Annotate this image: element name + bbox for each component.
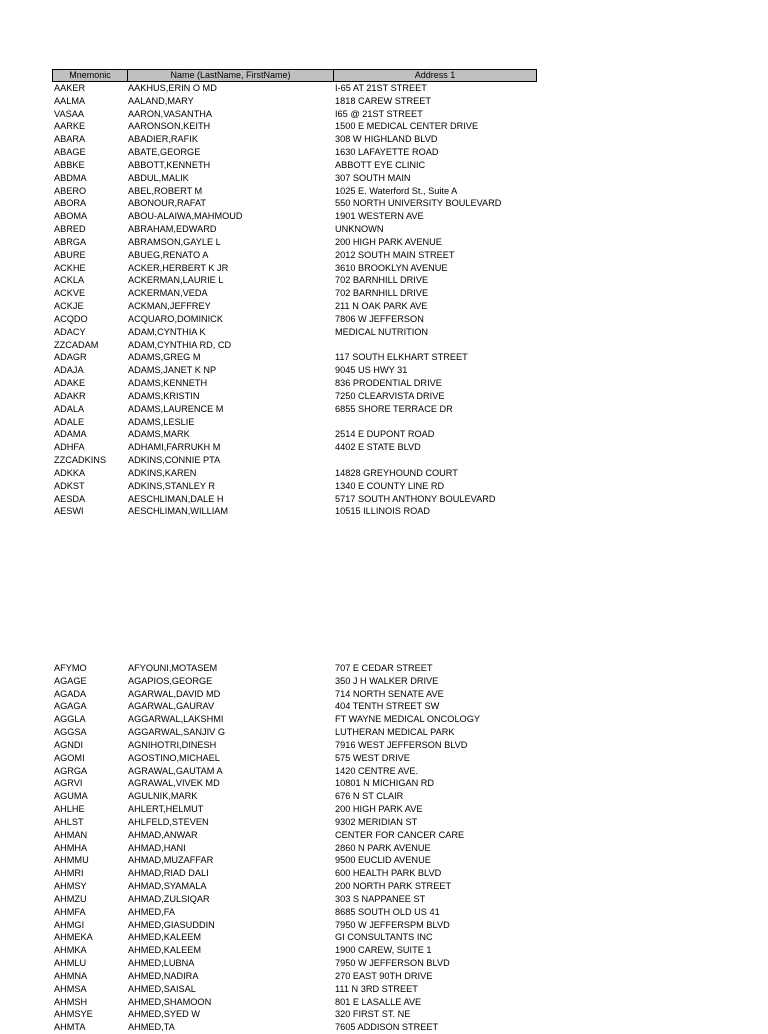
cell-name: ADKINS,STANLEY R	[128, 480, 215, 491]
cell-mnemonic: AHMRI	[54, 868, 84, 879]
cell-mnemonic: AHMMU	[54, 855, 89, 866]
table-row	[52, 454, 537, 467]
cell-name: ABRAHAM,EDWARD	[128, 224, 217, 235]
cell-mnemonic: AHLST	[54, 816, 84, 827]
cell-mnemonic: ACKLA	[54, 275, 85, 286]
cell-mnemonic: AHMLU	[54, 958, 87, 969]
cell-name: AGRAWAL,GAUTAM A	[128, 765, 223, 776]
cell-address: CENTER FOR CANCER CARE	[335, 829, 465, 840]
cell-mnemonic: AESWI	[54, 506, 84, 517]
cell-address: 575 WEST DRIVE	[335, 752, 410, 763]
cell-mnemonic: ABRED	[54, 224, 86, 235]
spreadsheet-block-1	[52, 69, 537, 518]
header-name: Name (LastName, FirstName)	[128, 70, 334, 81]
table-row	[52, 867, 537, 880]
table-row	[52, 752, 537, 765]
cell-mnemonic: ACKHE	[54, 262, 86, 273]
table-row	[52, 364, 537, 377]
cell-mnemonic: AGAGE	[54, 675, 87, 686]
cell-name: AHLFELD,STEVEN	[128, 816, 209, 827]
cell-address: 1900 CAREW, SUITE 1	[335, 945, 432, 956]
cell-address: 10801 N MICHIGAN RD	[335, 778, 435, 789]
cell-name: ABADIER,RAFIK	[128, 134, 198, 145]
cell-mnemonic: ADAKE	[54, 378, 86, 389]
cell-name: ADAM,CYNTHIA K	[128, 326, 206, 337]
cell-name: ABEL,ROBERT M	[128, 185, 203, 196]
cell-address: 550 NORTH UNIVERSITY BOULEVARD	[335, 198, 502, 209]
table-row	[52, 95, 537, 108]
cell-address: 600 HEALTH PARK BLVD	[335, 868, 442, 879]
cell-address: 8685 SOUTH OLD US 41	[335, 906, 440, 917]
cell-mnemonic: AHMTA	[54, 1022, 86, 1033]
cell-name: AHMED,GIASUDDIN	[128, 919, 215, 930]
cell-address: 702 BARNHILL DRIVE	[335, 275, 429, 286]
cell-mnemonic: AFYMO	[54, 663, 87, 673]
table-row	[52, 790, 537, 803]
cell-name: AGGARWAL,SANJIV G	[128, 727, 226, 738]
cell-mnemonic: AHMZU	[54, 893, 87, 904]
table-row	[52, 197, 537, 210]
cell-address: 9500 EUCLID AVENUE	[335, 855, 431, 866]
cell-mnemonic: ADAMA	[54, 429, 87, 440]
table-row	[52, 893, 537, 906]
cell-address: 2012 SOUTH MAIN STREET	[335, 249, 455, 260]
cell-address: 7250 CLEARVISTA DRIVE	[335, 390, 445, 401]
cell-address: 1630 LAFAYETTE ROAD	[335, 147, 439, 158]
cell-name: AHMED,NADIRA	[128, 970, 199, 981]
table-row	[52, 970, 537, 983]
table-row	[52, 906, 537, 919]
cell-mnemonic: AGADA	[54, 688, 87, 699]
header-address: Address 1	[414, 70, 456, 80]
cell-name: AHMAD,ZULSIQAR	[128, 893, 210, 904]
table-row	[52, 1008, 537, 1021]
cell-mnemonic: VASAA	[54, 108, 84, 119]
cell-mnemonic: ABRGA	[54, 236, 87, 247]
cell-mnemonic: ADAGR	[54, 352, 87, 363]
cell-mnemonic: ACKJE	[54, 301, 84, 312]
cell-mnemonic: ADKKA	[54, 467, 86, 478]
table-row	[52, 172, 537, 185]
cell-mnemonic: AHMSH	[54, 996, 88, 1007]
cell-address: 350 J H WALKER DRIVE	[335, 675, 439, 686]
table-row	[52, 210, 537, 223]
cell-name: AARON,VASANTHA	[128, 108, 213, 119]
table-row	[52, 739, 537, 752]
cell-mnemonic: ZZCADAM	[54, 339, 99, 350]
table-row	[52, 377, 537, 390]
cell-name: ADAMS,LAURENCE M	[128, 403, 224, 414]
cell-address: 836 PRODENTIAL DRIVE	[335, 378, 442, 389]
cell-address: 200 NORTH PARK STREET	[335, 881, 452, 892]
table-row	[52, 262, 537, 275]
table-row	[52, 944, 537, 957]
cell-name: AHMED,FA	[128, 906, 175, 917]
cell-mnemonic: ADALA	[54, 403, 85, 414]
cell-mnemonic: ABURE	[54, 249, 86, 260]
table-row	[52, 505, 537, 518]
cell-name: AFYOUNI,MOTASEM	[128, 663, 218, 673]
cell-address: 1500 E MEDICAL CENTER DRIVE	[335, 121, 479, 132]
cell-name: ABATE,GEORGE	[128, 147, 201, 158]
cell-mnemonic: AHMHA	[54, 842, 88, 853]
cell-mnemonic: AGOMI	[54, 752, 85, 763]
table-row	[52, 313, 537, 326]
cell-address: 7950 W JEFFERSPM BLVD	[335, 919, 450, 930]
cell-address: 270 EAST 90TH DRIVE	[335, 970, 433, 981]
table-row	[52, 326, 537, 339]
cell-mnemonic: ADALE	[54, 416, 85, 427]
cell-name: ACQUARO,DOMINICK	[128, 313, 223, 324]
cell-mnemonic: AGRGA	[54, 765, 88, 776]
cell-name: AGAPIOS,GEORGE	[128, 675, 213, 686]
cell-name: AHMED,KALEEM	[128, 945, 202, 956]
table-body	[52, 82, 537, 518]
cell-mnemonic: AHMNA	[54, 970, 88, 981]
cell-mnemonic: ADAKR	[54, 390, 86, 401]
cell-address: 7806 W JEFFERSON	[335, 313, 424, 324]
cell-mnemonic: ABDMA	[54, 172, 87, 183]
cell-name: AHMAD,RIAD DALI	[128, 868, 209, 879]
cell-mnemonic: ADAJA	[54, 365, 84, 376]
cell-mnemonic: ADACY	[54, 326, 86, 337]
cell-name: ACKMAN,JEFFREY	[128, 301, 211, 312]
cell-address: 307 SOUTH MAIN	[335, 172, 411, 183]
cell-address: 4402 E STATE BLVD	[335, 442, 421, 453]
cell-name: AHMAD,MUZAFFAR	[128, 855, 214, 866]
cell-name: AHMAD,HANI	[128, 842, 186, 853]
cell-name: ACKERMAN,LAURIE L	[128, 275, 224, 286]
cell-address: LUTHERAN MEDICAL PARK	[335, 727, 455, 738]
table-row	[52, 816, 537, 829]
column-header-row	[52, 69, 537, 82]
cell-mnemonic: AHMGI	[54, 919, 85, 930]
cell-address: I-65 AT 21ST STREET	[335, 83, 427, 93]
table-row	[52, 339, 537, 352]
cell-name: ADAM,CYNTHIA RD, CD	[128, 339, 232, 350]
cell-mnemonic: AGAGA	[54, 701, 87, 712]
cell-name: ADAMS,MARK	[128, 429, 190, 440]
cell-name: AHMED,KALEEM	[128, 932, 202, 943]
table-row	[52, 957, 537, 970]
cell-name: AARONSON,KEITH	[128, 121, 211, 132]
cell-address: 14828 GREYHOUND COURT	[335, 467, 458, 478]
table-row	[52, 880, 537, 893]
table-row	[52, 854, 537, 867]
table-row	[52, 662, 537, 675]
cell-address: 9045 US HWY 31	[335, 365, 408, 376]
cell-mnemonic: AHMFA	[54, 906, 86, 917]
cell-address: FT WAYNE MEDICAL ONCOLOGY	[335, 714, 480, 725]
cell-name: ABUEG,RENATO A	[128, 249, 209, 260]
table-row	[52, 700, 537, 713]
cell-mnemonic: ZZCADKINS	[54, 455, 107, 466]
cell-mnemonic: ADHFA	[54, 442, 85, 453]
cell-address: ABBOTT EYE CLINIC	[335, 159, 426, 170]
cell-name: AGNIHOTRI,DINESH	[128, 739, 217, 750]
cell-mnemonic: AGUMA	[54, 791, 88, 802]
cell-mnemonic: AARKE	[54, 121, 86, 132]
cell-address: 1818 CAREW STREET	[335, 95, 431, 106]
table-row	[52, 726, 537, 739]
cell-address: 7916 WEST JEFFERSON BLVD	[335, 739, 468, 750]
table-row	[52, 803, 537, 816]
cell-name: ACKER,HERBERT K JR	[128, 262, 229, 273]
table-row	[52, 287, 537, 300]
cell-mnemonic: AHMAN	[54, 829, 88, 840]
cell-address	[333, 339, 537, 352]
cell-address: 3610 BROOKLYN AVENUE	[335, 262, 448, 273]
cell-name: ABBOTT,KENNETH	[128, 159, 211, 170]
table-row	[52, 919, 537, 932]
cell-mnemonic: AHMKA	[54, 945, 87, 956]
cell-mnemonic: ADKST	[54, 480, 85, 491]
cell-mnemonic: AHMEKA	[54, 932, 93, 943]
cell-name: AGGARWAL,LAKSHMI	[128, 714, 224, 725]
cell-mnemonic: AGRVI	[54, 778, 83, 789]
cell-name: AGULNIK,MARK	[128, 791, 198, 802]
cell-mnemonic: AHMSY	[54, 881, 87, 892]
cell-address: 1025 E. Waterford St., Suite A	[335, 185, 458, 196]
table-row	[52, 713, 537, 726]
table-row	[52, 493, 537, 506]
cell-name: ABOU-ALAIWA,MAHMOUD	[128, 211, 243, 222]
table-row	[52, 829, 537, 842]
cell-name: ABRAMSON,GAYLE L	[128, 236, 221, 247]
cell-address: 320 FIRST ST. NE	[335, 1009, 411, 1020]
cell-mnemonic: ABARA	[54, 134, 86, 145]
table-row	[52, 983, 537, 996]
cell-mnemonic: AGNDI	[54, 739, 84, 750]
cell-address	[333, 454, 537, 467]
cell-mnemonic: ABOMA	[54, 211, 88, 222]
table-row	[52, 765, 537, 778]
cell-name: ADKINS,CONNIE PTA	[128, 455, 221, 466]
cell-address: 801 E LASALLE AVE	[335, 996, 422, 1007]
cell-address: UNKNOWN	[335, 224, 384, 235]
cell-address: 117 SOUTH ELKHART STREET	[335, 352, 468, 363]
cell-name: AGRAWAL,VIVEK MD	[128, 778, 220, 789]
cell-address: I65 @ 21ST STREET	[335, 108, 423, 119]
cell-address: 7950 W JEFFERSON BLVD	[335, 958, 450, 969]
cell-address: 1420 CENTRE AVE.	[335, 765, 419, 776]
cell-name: AALAND,MARY	[128, 95, 194, 106]
cell-address: 676 N ST CLAIR	[335, 791, 404, 802]
cell-name: AHMAD,ANWAR	[128, 829, 198, 840]
cell-name: ADAMS,GREG M	[128, 352, 201, 363]
table-row	[52, 300, 537, 313]
cell-name: ADAMS,JANET K NP	[128, 365, 217, 376]
table-row	[52, 441, 537, 454]
cell-name: AHMAD,SYAMALA	[128, 881, 207, 892]
cell-address: 7605 ADDISON STREET	[335, 1022, 439, 1033]
cell-name: ABONOUR,RAFAT	[128, 198, 206, 209]
table-row	[52, 351, 537, 364]
table-row	[52, 1021, 537, 1034]
cell-address: 404 TENTH STREET SW	[335, 701, 440, 712]
cell-name: AHMED,TA	[128, 1022, 175, 1033]
cell-name: AAKHUS,ERIN O MD	[128, 83, 217, 93]
cell-name: AESCHLIMAN,WILLIAM	[128, 506, 229, 517]
cell-name: AHMED,SYED W	[128, 1009, 200, 1020]
cell-name: AGOSTINO,MICHAEL	[128, 752, 220, 763]
cell-name: ADAMS,KENNETH	[128, 378, 208, 389]
cell-name: AGARWAL,GAURAV	[128, 701, 215, 712]
cell-address: 5717 SOUTH ANTHONY BOULEVARD	[335, 493, 496, 504]
cell-name: AHMED,LUBNA	[128, 958, 195, 969]
table-row	[52, 931, 537, 944]
cell-address: 1340 E COUNTY LINE RD	[335, 480, 445, 491]
cell-address: 702 BARNHILL DRIVE	[335, 288, 429, 299]
cell-address: 1901 WESTERN AVE	[335, 211, 424, 222]
table-row	[52, 390, 537, 403]
cell-address: 714 NORTH SENATE AVE	[335, 688, 444, 699]
cell-name: AHMED,SAISAL	[128, 983, 196, 994]
cell-mnemonic: ABAGE	[54, 147, 86, 158]
table-row	[52, 159, 537, 172]
cell-mnemonic: ACKVE	[54, 288, 86, 299]
cell-address	[333, 416, 537, 429]
cell-name: AHMED,SHAMOON	[128, 996, 212, 1007]
table-row	[52, 428, 537, 441]
cell-mnemonic: AHLHE	[54, 804, 85, 815]
table-row	[52, 236, 537, 249]
table-row	[52, 82, 537, 95]
header-mnemonic: Mnemonic	[53, 70, 128, 81]
cell-mnemonic: AHMSYE	[54, 1009, 93, 1020]
cell-name: ADAMS,LESLIE	[128, 416, 195, 427]
table-row	[52, 146, 537, 159]
cell-address: 303 S NAPPANEE ST	[335, 893, 426, 904]
cell-address: 2860 N PARK AVENUE	[335, 842, 431, 853]
cell-mnemonic: AAKER	[54, 83, 86, 93]
cell-address: 200 HIGH PARK AVE	[335, 804, 423, 815]
table-row	[52, 274, 537, 287]
table-body	[52, 662, 537, 1034]
cell-address: 707 E CEDAR STREET	[335, 663, 433, 673]
table-row	[52, 777, 537, 790]
cell-address: 111 N 3RD STREET	[335, 983, 418, 994]
cell-mnemonic: ABORA	[54, 198, 87, 209]
table-row	[52, 403, 537, 416]
table-row	[52, 675, 537, 688]
cell-address: 9302 MERIDIAN ST	[335, 816, 418, 827]
cell-mnemonic: AHMSA	[54, 983, 87, 994]
cell-mnemonic: ACQDO	[54, 313, 88, 324]
cell-name: ACKERMAN,VEDA	[128, 288, 208, 299]
cell-mnemonic: AGGLA	[54, 714, 86, 725]
cell-name: ADHAMI,FARRUKH M	[128, 442, 221, 453]
spreadsheet-block-2	[52, 662, 537, 1034]
cell-name: ADKINS,KAREN	[128, 467, 197, 478]
cell-mnemonic: AESDA	[54, 493, 86, 504]
cell-name: ADAMS,KRISTIN	[128, 390, 200, 401]
table-row	[52, 133, 537, 146]
cell-name: ABDUL,MALIK	[128, 172, 189, 183]
table-row	[52, 108, 537, 121]
cell-address: 200 HIGH PARK AVENUE	[335, 236, 442, 247]
cell-address: MEDICAL NUTRITION	[335, 326, 429, 337]
cell-mnemonic: ABERO	[54, 185, 87, 196]
cell-mnemonic: AALMA	[54, 95, 86, 106]
table-row	[52, 223, 537, 236]
cell-address: GI CONSULTANTS INC	[335, 932, 433, 943]
cell-name: AGARWAL,DAVID MD	[128, 688, 221, 699]
table-row	[52, 185, 537, 198]
table-row	[52, 416, 537, 429]
cell-address: 308 W HIGHLAND BLVD	[335, 134, 438, 145]
table-row	[52, 467, 537, 480]
table-row	[52, 842, 537, 855]
cell-address: 10515 ILLINOIS ROAD	[335, 506, 430, 517]
cell-address: 211 N OAK PARK AVE	[335, 301, 428, 312]
cell-name: AHLERT,HELMUT	[128, 804, 204, 815]
table-row	[52, 688, 537, 701]
cell-name: AESCHLIMAN,DALE H	[128, 493, 224, 504]
cell-mnemonic: AGGSA	[54, 727, 87, 738]
cell-mnemonic: ABBKE	[54, 159, 85, 170]
cell-address: 6855 SHORE TERRACE DR	[335, 403, 453, 414]
table-row	[52, 996, 537, 1009]
table-row	[52, 249, 537, 262]
table-row	[52, 480, 537, 493]
table-row	[52, 120, 537, 133]
cell-address: 2514 E DUPONT ROAD	[335, 429, 435, 440]
